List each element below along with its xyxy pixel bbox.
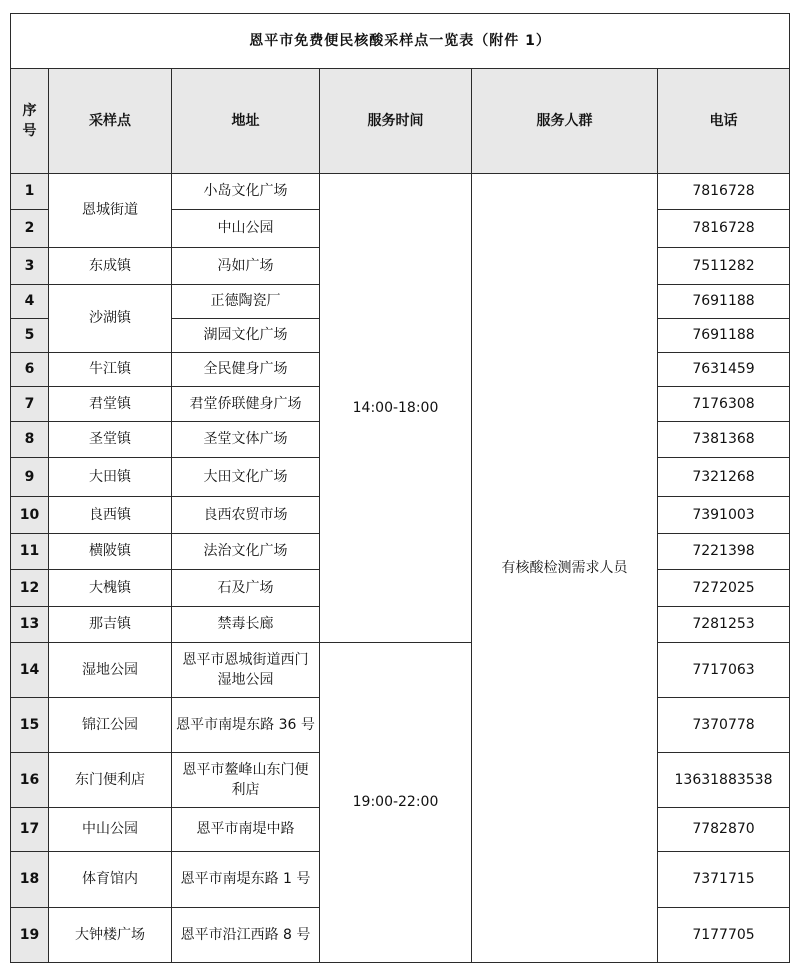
site-cell: 东成镇 [49,248,172,285]
address-cell: 恩平市沿江西路 8 号 [172,908,320,963]
phone-cell: 7381368 [658,422,790,458]
site-cell: 良西镇 [49,497,172,534]
header-row [11,69,790,174]
phone-cell: 7281253 [658,607,790,643]
header-seq-line-1: 序 [22,102,37,119]
phone-cell: 13631883538 [658,753,790,808]
site-cell: 大田镇 [49,458,172,497]
site-cell: 恩城街道 [49,174,172,248]
site-cell: 沙湖镇 [49,285,172,353]
row-number: 15 [11,698,49,753]
site-cell: 大槐镇 [49,570,172,607]
row-number: 4 [11,285,49,319]
row-number: 9 [11,458,49,497]
service-time-afternoon: 14:00-18:00 [320,174,472,643]
site-cell: 湿地公园 [49,643,172,698]
site-cell: 牛江镇 [49,353,172,387]
site-cell: 横陂镇 [49,534,172,570]
address-cell: 法治文化广场 [172,534,320,570]
header-time: 服务时间 [320,69,472,174]
header-crowd: 服务人群 [472,69,658,174]
address-cell: 恩平市恩城街道西门湿地公园 [172,643,320,698]
site-cell: 大钟楼广场 [49,908,172,963]
table-title: 恩平市免费便民核酸采样点一览表（附件 1） [11,14,790,69]
header-phone: 电话 [658,69,790,174]
row-number: 13 [11,607,49,643]
service-crowd: 有核酸检测需求人员 [472,174,658,963]
address-cell: 禁毒长廊 [172,607,320,643]
row-number: 10 [11,497,49,534]
phone-cell: 7717063 [658,643,790,698]
phone-cell: 7272025 [658,570,790,607]
phone-cell: 7691188 [658,285,790,319]
address-cell: 全民健身广场 [172,353,320,387]
phone-cell: 7321268 [658,458,790,497]
address-cell: 圣堂文体广场 [172,422,320,458]
table-row [11,174,790,210]
row-number: 11 [11,534,49,570]
table-row [11,643,790,698]
site-cell: 体育馆内 [49,852,172,908]
row-number: 1 [11,174,49,210]
address-cell: 石及广场 [172,570,320,607]
phone-cell: 7371715 [658,852,790,908]
phone-cell: 7177705 [658,908,790,963]
site-cell: 中山公园 [49,808,172,852]
phone-cell: 7816728 [658,210,790,248]
address-cell: 中山公园 [172,210,320,248]
phone-cell: 7782870 [658,808,790,852]
site-cell: 君堂镇 [49,387,172,422]
site-cell: 东门便利店 [49,753,172,808]
header-seq-line-2: 号 [22,123,37,139]
phone-cell: 7391003 [658,497,790,534]
sampling-sites-table [10,13,790,963]
address-cell: 冯如广场 [172,248,320,285]
phone-cell: 7176308 [658,387,790,422]
phone-cell: 7370778 [658,698,790,753]
header-seq [11,69,49,174]
row-number: 6 [11,353,49,387]
address-cell: 恩平市南堤中路 [172,808,320,852]
row-number: 2 [11,210,49,248]
row-number: 16 [11,753,49,808]
row-number: 8 [11,422,49,458]
phone-cell: 7691188 [658,319,790,353]
row-number: 18 [11,852,49,908]
site-cell: 锦江公园 [49,698,172,753]
address-cell: 良西农贸市场 [172,497,320,534]
header-address: 地址 [172,69,320,174]
address-cell: 君堂侨联健身广场 [172,387,320,422]
row-number: 3 [11,248,49,285]
address-cell: 恩平市鳌峰山东门便利店 [172,753,320,808]
row-number: 14 [11,643,49,698]
title-row [11,14,790,69]
address-cell: 恩平市南堤东路 1 号 [172,852,320,908]
address-cell: 大田文化广场 [172,458,320,497]
service-time-evening: 19:00-22:00 [320,643,472,963]
phone-cell: 7631459 [658,353,790,387]
row-number: 12 [11,570,49,607]
row-number: 5 [11,319,49,353]
row-number: 7 [11,387,49,422]
header-site: 采样点 [49,69,172,174]
address-cell: 小岛文化广场 [172,174,320,210]
address-cell: 恩平市南堤东路 36 号 [172,698,320,753]
phone-cell: 7511282 [658,248,790,285]
address-cell: 正德陶瓷厂 [172,285,320,319]
site-cell: 圣堂镇 [49,422,172,458]
row-number: 17 [11,808,49,852]
site-cell: 那吉镇 [49,607,172,643]
row-number: 19 [11,908,49,963]
address-cell: 湖园文化广场 [172,319,320,353]
phone-cell: 7816728 [658,174,790,210]
phone-cell: 7221398 [658,534,790,570]
